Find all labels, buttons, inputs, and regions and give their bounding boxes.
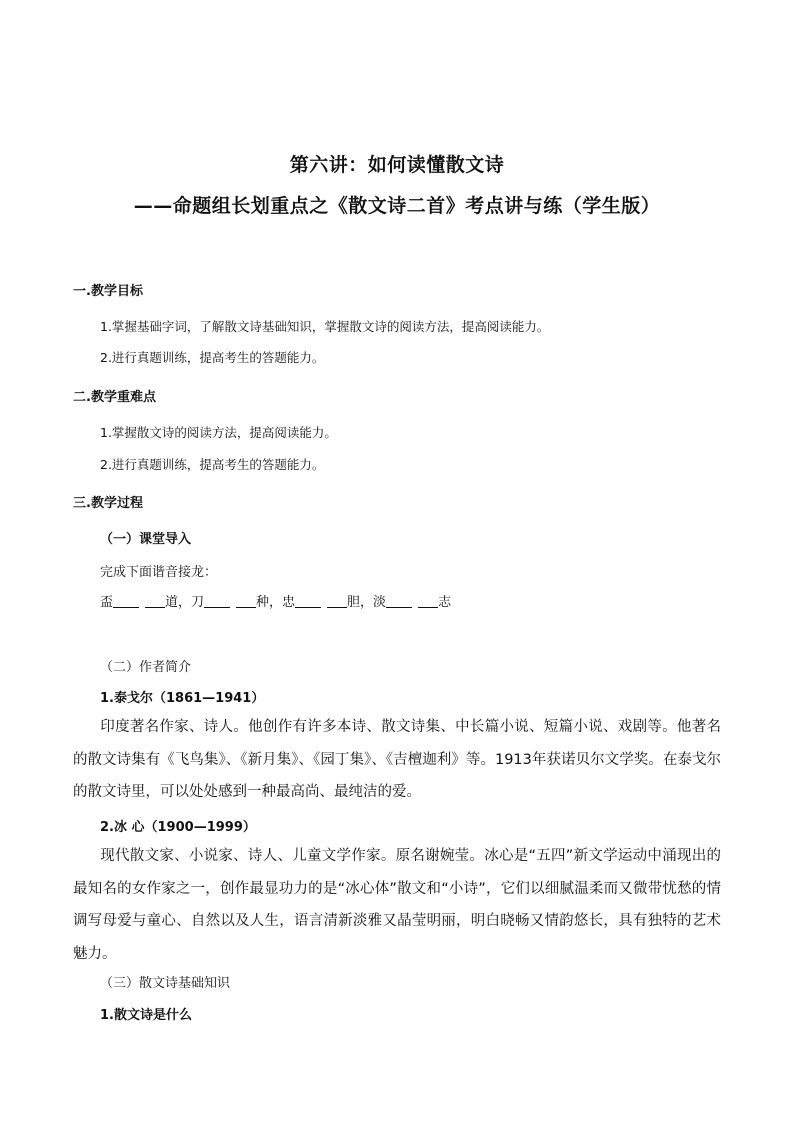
page-subtitle: ——命题组长划重点之《散文诗二首》考点讲与练（学生版） bbox=[133, 195, 661, 217]
author-bio-bingxin bbox=[73, 840, 721, 970]
fill-blank[interactable] bbox=[204, 594, 230, 608]
homophone-chain bbox=[100, 591, 451, 610]
page-title: 第六讲：如何读懂散文诗 bbox=[289, 154, 505, 176]
section-heading-key-points: 二.教学重难点 bbox=[73, 390, 156, 405]
question-heading-what-is: 1.散文诗是什么 bbox=[100, 1008, 192, 1023]
section-heading-process: 三.教学过程 bbox=[73, 496, 143, 511]
chain-word: 种，忠 bbox=[256, 595, 296, 610]
fill-blank[interactable] bbox=[386, 594, 412, 608]
author-heading-bingxin: 2.冰 心（1900—1999） bbox=[100, 820, 256, 835]
chain-word: 胆，淡 bbox=[347, 595, 387, 610]
author-bio-bingxin-text: 现代散文家、小说家、诗人、儿童文学作家。原名谢婉莹。冰心是“五四”新文学运动中涌现出的最知名的女作家之一，创作最显功力的是“冰心体”散文和“小诗”，它们以细腻温柔而又微带忧愁的情调写母爱与童心、自然以及人生，语言清新淡雅又晶莹明丽，明白晓畅又情韵悠长，具有独特的艺术魅力。 bbox=[73, 848, 721, 962]
chain-word: 道，刀 bbox=[165, 595, 205, 610]
fill-blank[interactable] bbox=[113, 594, 139, 608]
part-heading-intro: （一）课堂导入 bbox=[100, 532, 192, 547]
goal-item-2: 2.进行真题训练，提高考生的答题能力。 bbox=[100, 350, 325, 365]
fill-blank[interactable] bbox=[418, 594, 438, 608]
fill-blank[interactable] bbox=[236, 594, 256, 608]
key-point-item-2: 2.进行真题训练，提高考生的答题能力。 bbox=[100, 457, 325, 472]
chain-word: 志 bbox=[438, 595, 452, 610]
author-bio-tagore-text: 印度著名作家、诗人。他创作有许多本诗、散文诗集、中长篇小说、短篇小说、戏剧等。他著名的散文诗集有《飞鸟集》、《新月集》、《园丁集》、《吉檀迦利》等。1913年获诺贝尔文学奖。在泰戈尔的散文诗里，可以处处感到一种最高尚、最纯洁的爱。 bbox=[73, 719, 721, 800]
exercise-instruction: 完成下面谐音接龙： bbox=[100, 565, 218, 580]
author-heading-tagore: 1.泰戈尔（1861—1941） bbox=[100, 691, 265, 706]
author-bio-tagore bbox=[73, 711, 721, 809]
fill-blank[interactable] bbox=[145, 594, 165, 608]
part-heading-authors: （二）作者简介 bbox=[100, 660, 192, 675]
fill-blank[interactable] bbox=[295, 594, 321, 608]
part-heading-basics: （三）散文诗基础知识 bbox=[100, 976, 231, 991]
chain-word: 盃 bbox=[100, 595, 114, 610]
goal-item-1: 1.掌握基础字词，了解散文诗基础知识，掌握散文诗的阅读方法，提高阅读能力。 bbox=[100, 319, 550, 334]
section-heading-goals: 一.教学目标 bbox=[73, 284, 143, 299]
key-point-item-1: 1.掌握散文诗的阅读方法，提高阅读能力。 bbox=[100, 425, 337, 440]
fill-blank[interactable] bbox=[327, 594, 347, 608]
